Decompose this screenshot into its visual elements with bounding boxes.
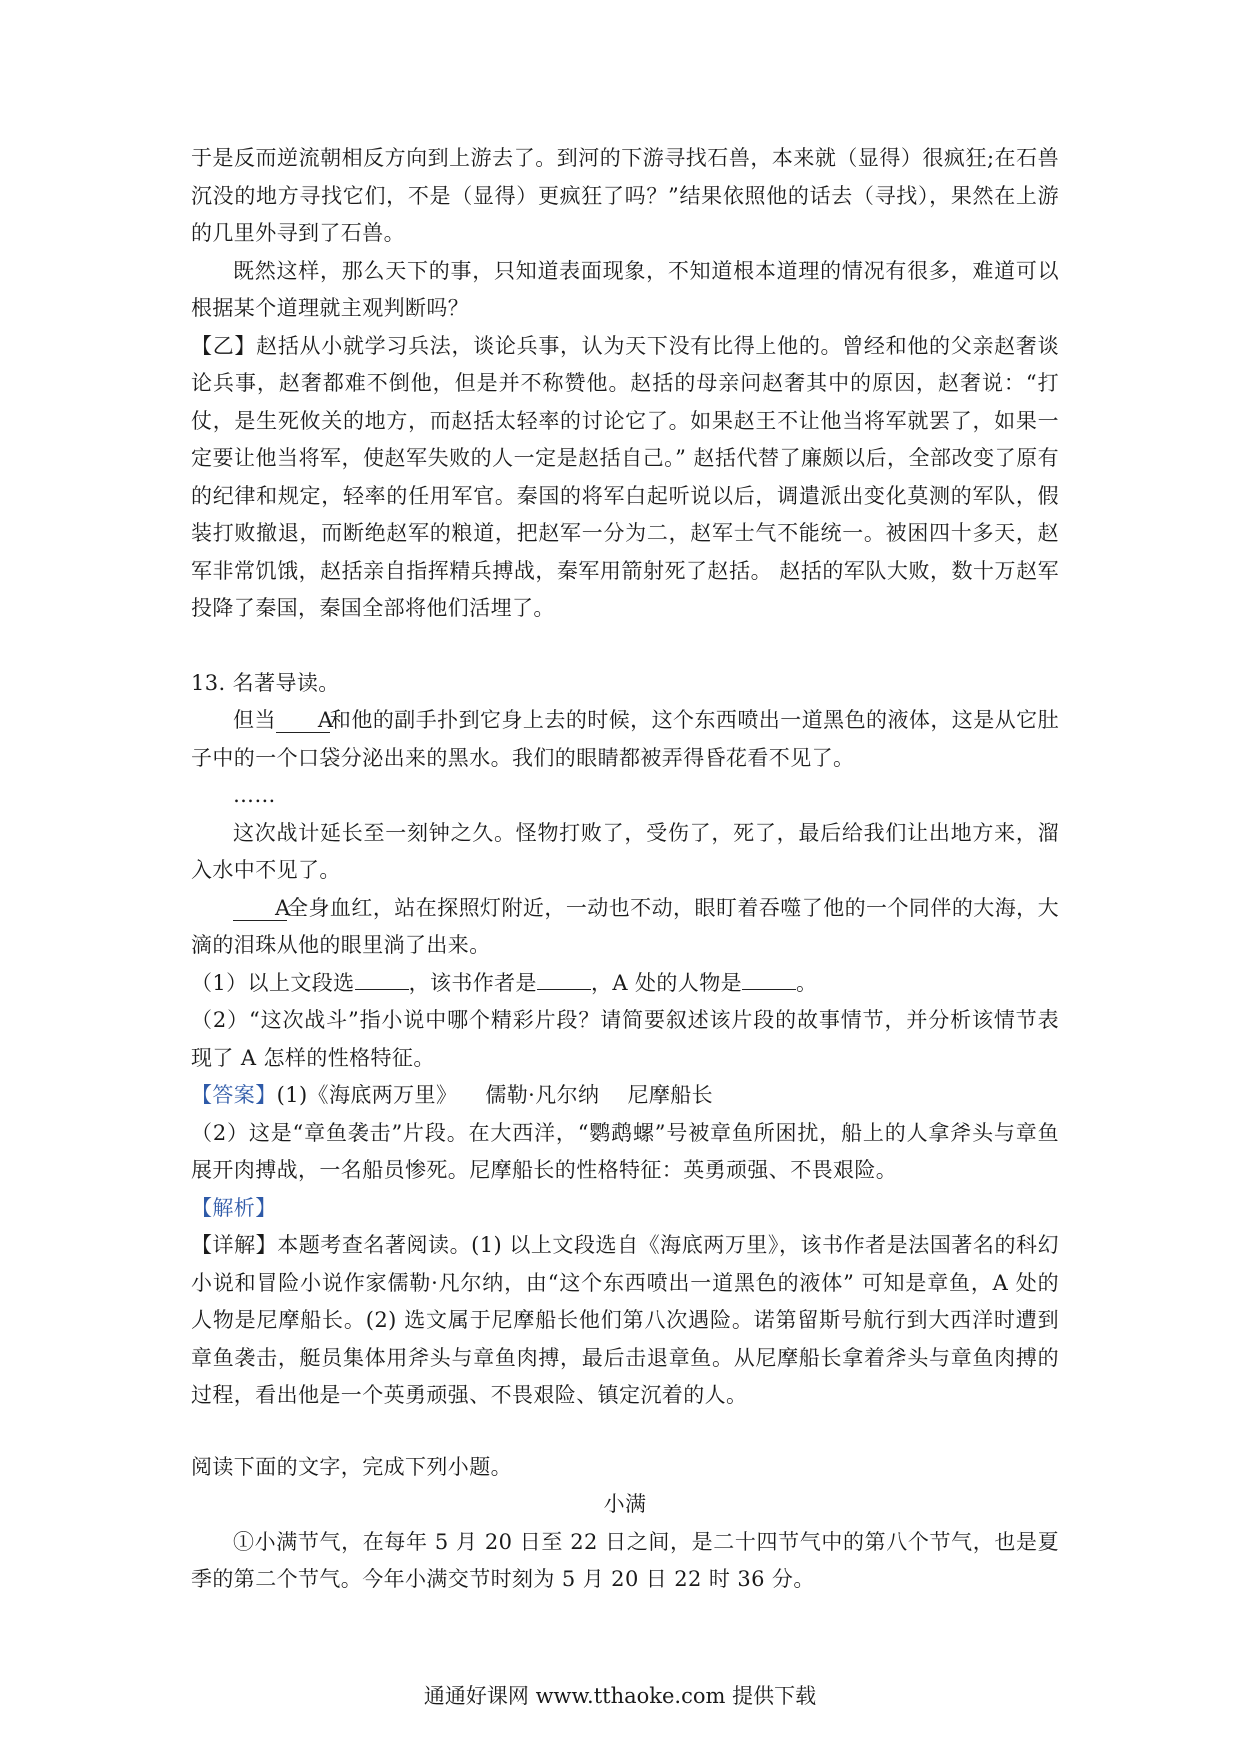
blank-character [742,989,796,990]
q13-subquestion-1 [191,965,1059,1003]
blank-book [355,989,409,990]
detail-tag: 【详解】 [191,1233,278,1257]
yi-text: 赵括从小就学习兵法，谈论兵事，认为天下没有比得上他的。曾经和他的父亲赵奢谈论兵事，赵奢都难不倒他，但是并不称赞他。赵括的母亲问赵奢其中的原因，赵奢说：“打仗，是生死攸关的地方，而赵括太轻率的讨论它了。如果赵王不让他当将军就罢了，如果一定要让他当将军，使赵军失败的人一定是赵括自己。” 赵括代替了廉颇以后，全部改变了原有的纪律和规定，轻率的任用军官。秦国的将军白起听说以后，调遣派出变化莫测的军队，假装打败撤退，而断绝赵军的粮道，把赵军一分为二，赵军士气不能统一。被困四十多天，赵军非常饥饿，赵括亲自指挥精兵搏战，秦军用箭射死了赵括。 赵括的军队大败，数十万赵军投降了秦国，秦国全部将他们活埋了。 [191,333,1059,620]
q13-excerpt-1-rest: 和他的副手扑到它身上去的时候，这个东西喷出一道黑色的液体，这是从它肚子中的一个口袋分泌出来的黑水。我们的眼睛都被弄得昏花看不见了。 [191,708,1059,770]
q13-ellipsis: …… [233,783,276,807]
reading-intro: 阅读下面的文字，完成下列小题。 [191,1454,512,1479]
paragraph-shishou-end: 于是反而逆流朝相反方向到上游去了。到河的下游寻找石兽，本来就（显得）很疯狂;在石兽沉没的地方寻找它们，不是（显得）更疯狂了吗？”结果依照他的话去（寻找），果然在上游的几里外寻到了石兽。 [191,146,1059,245]
question-13-title: 13. 名著导读。 [191,670,340,695]
detail-paragraph [191,1227,1059,1415]
answer-line-2: （2）这是“章鱼袭击”片段。在大西洋，“鹦鹉螺”号被章鱼所困扰，船上的人拿斧头与章鱼展开肉搏战，一名船员惨死。尼摩船长的性格特征：英勇顽强、不畏艰险。 [191,1120,1059,1182]
document-page [191,140,1059,1599]
blank-author [537,989,591,990]
q13-excerpt-2: 这次战计延长至一刻钟之久。怪物打败了，受伤了，死了，最后给我们让出地方来，溜入水中不见了。 [191,820,1059,882]
answer-tag: 【答案】 [191,1083,277,1107]
paragraph-conclusion: 既然这样，那么天下的事，只知道表面现象，不知道根本道理的情况有很多，难道可以根据某个道理就主观判断吗？ [191,258,1059,320]
essay-paragraph-1: ①小满节气，在每年 5 月 20 日至 22 日之间，是二十四节气中的第八个节气，也是夏季的第二个节气。今年小满交节时刻为 5 月 20 日 22 时 36 分。 [191,1529,1059,1591]
blank-a-underline-2: A [233,896,287,921]
sub1-part-b: ，该书作者是 [408,970,537,995]
sub1-part-c: ，A 处的人物是 [590,970,743,995]
q13-excerpt-3-rest: 全身血红，站在探照灯附近，一动也不动，眼盯着吞噬了他的一个同伴的大海，大滴的泪珠从他的眼里淌了出来。 [191,895,1059,957]
sub1-part-a: （1）以上文段选 [191,970,355,995]
answer-line-1 [191,1077,1059,1115]
blank-a-underline: A [276,708,330,733]
q13-excerpt-1 [191,702,1059,777]
answer-author: 儒勒·凡尔纳 [485,1083,600,1107]
yi-tag: 【乙】 [191,333,257,358]
analysis-tag: 【解析】 [191,1195,277,1220]
sub1-part-d: 。 [796,970,818,995]
essay-title: 小满 [603,1492,647,1516]
answer-book: (1)《海底两万里》 [276,1083,458,1107]
q13-subquestion-2: （2）“这次战斗”指小说中哪个精彩片段？请简要叙述该片段的故事情节，并分析该情节表现了 A 怎样的性格特征。 [191,1008,1059,1070]
page-footer: 通通好课网 www.tthaoke.com 提供下载 [423,1684,817,1708]
q13-excerpt-1-lead: 但当 [233,708,276,732]
detail-text: 本题考查名著阅读。(1) 以上文段选自《海底两万里》，该书作者是法国著名的科幻小说和冒险小说作家儒勒·凡尔纳，由“这个东西喷出一道黑色的液体” 可知是章鱼，A 处的人物是尼摩船长。(2) 选文属于尼摩船长他们第八次遇险。诺第留斯号航行到大西洋时遭到章鱼袭击，艇员集体用斧头与章鱼肉搏，最后击退章鱼。从尼摩船长拿着斧头与章鱼肉搏的过程，看出他是一个英勇顽强、不畏艰险、镇定沉着的人。 [191,1233,1059,1407]
answer-character: 尼摩船长 [627,1083,714,1107]
q13-excerpt-3 [191,890,1059,965]
paragraph-yi [191,328,1059,628]
